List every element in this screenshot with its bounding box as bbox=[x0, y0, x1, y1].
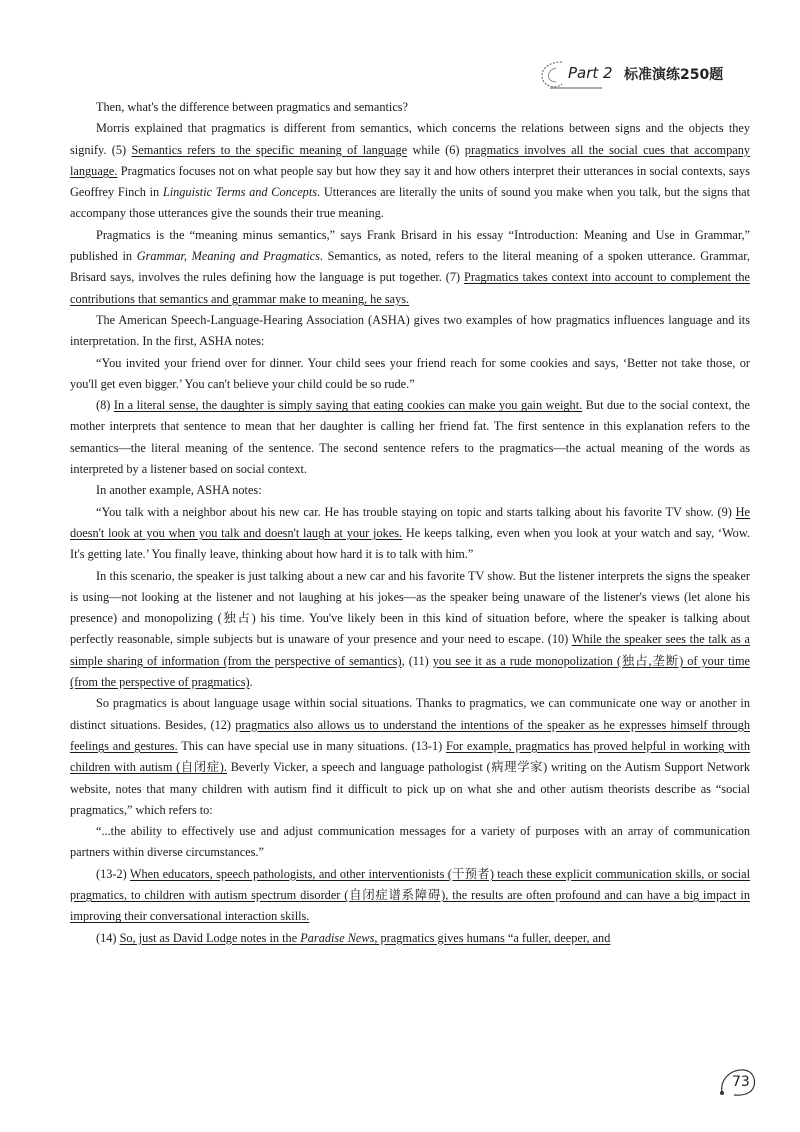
text-run: , (11) bbox=[401, 653, 433, 668]
underlined-sentence: Paradise News bbox=[300, 930, 375, 945]
italic-title: Grammar, Meaning and Pragmatics bbox=[136, 249, 320, 264]
underlined-sentence: , pragmatics gives humans “a fuller, deeper, and bbox=[374, 930, 611, 945]
paragraph bbox=[70, 502, 750, 566]
text-run: But due to the social context, the mother interprets that sentence to mean that her daughter is calling her friend fat. The first sentence in this explanation refers to the semantics—the literal meaning of the sentence. The second sentence refers to the pragmatics—the actual meaning of the words as interpreted by a listener based on social context. bbox=[70, 398, 750, 477]
running-header bbox=[532, 58, 752, 92]
text-run: So pragmatics is about language usage within social situations. Thanks to pragmatics, we can communicate one way or another in distinct situations. Besides, (12) bbox=[70, 696, 750, 732]
underlined-sentence: He doesn't look at you when you talk and doesn't laugh at your jokes. bbox=[70, 504, 750, 540]
underlined-sentence: Pragmatics takes context into account to complement the contributions that semantics and grammar make to meaning, he says. bbox=[70, 270, 750, 306]
text-run: Then, what's the difference between pragmatics and semantics? bbox=[96, 100, 409, 114]
text-run: “You talk with a neighbor about his new car. He has trouble staying on topic and starts talking about his favorite TV show. (9) bbox=[96, 504, 736, 519]
underlined-sentence: pragmatics also allows us to understand the intentions of the speaker as he expresses himself through feelings and gestures. bbox=[70, 717, 750, 753]
text-run: In this scenario, the speaker is just talking about a new car and his favorite TV show. But the listener interprets the signs the speaker is using—not looking at the listener and not laughing at his jokes—as the speaker being unaware of the listener's views (let alone his presence) and monopolizing (独占) his time. You've likely been in this kind of situation before, where the speaker is talking about perfectly reasonable, simple subjects but is unaware of your presence and your need to escape. (10) bbox=[70, 568, 750, 647]
text-run: (8) bbox=[96, 398, 114, 413]
text-run: . bbox=[249, 675, 253, 690]
text-run: . Semantics, as noted, refers to the literal meaning of a spoken utterance. Grammar, Brisard says, involves the rules defining how the language is put together. (7) bbox=[70, 249, 750, 285]
text-run: He keeps talking, even when you look at your watch and say, ‘Wow. It's getting late.’ You finally leave, thinking about how hard it is to talk with him.” bbox=[70, 525, 750, 562]
underlined-sentence: In a literal sense, the daughter is simply saying that eating cookies can make you gain weight. bbox=[113, 398, 583, 413]
page-number: 73 bbox=[732, 1074, 750, 1090]
text-run: “You invited your friend over for dinner. Your child sees your friend reach for some cookies and says, ‘Better not take those, or you'll get even bigger.’ You can't believe your child could be so rude.” bbox=[70, 355, 750, 391]
underlined-sentence: pragmatics involves all the social cues that accompany language. bbox=[70, 142, 751, 178]
text-run: Pragmatics focuses not on what people say but how they say it and how others interpret their utterances in social contexts, says Geoffrey Finch in bbox=[70, 163, 750, 200]
paragraph bbox=[70, 395, 750, 480]
text-run: Pragmatics is the “meaning minus semantics,” says Frank Brisard in his essay “Introduction: Meaning and Use in Grammar,” published in bbox=[70, 227, 750, 264]
paragraph bbox=[70, 928, 750, 949]
text-run: In another example, ASHA notes: bbox=[96, 483, 262, 498]
article-body bbox=[70, 97, 750, 949]
paragraph bbox=[70, 480, 750, 501]
text-run: Morris explained that pragmatics is different from semantics, which concerns the relations between signs and the objects they signify. (5) bbox=[70, 121, 750, 157]
text-run: Beverly Vicker, a speech and language pathologist (病理学家) writing on the Autism Support Network website, notes that many children with autism find it difficult to pick up on what she and other autism theorists describe as “social pragmatics,” which refers to: bbox=[70, 760, 750, 817]
paragraph bbox=[70, 864, 750, 928]
paragraph bbox=[70, 118, 750, 224]
text-run: “...the ability to effectively use and adjust communication messages for a variety of purposes with an array of communication partners within diverse circumstances.” bbox=[70, 824, 750, 860]
text-run: (14) bbox=[96, 930, 120, 945]
paragraph bbox=[70, 821, 750, 864]
underlined-sentence: So, just as David Lodge notes in the bbox=[119, 930, 301, 945]
paragraph bbox=[70, 566, 750, 694]
header-section-title: 标准演练250题 bbox=[624, 67, 724, 83]
paragraph bbox=[70, 353, 750, 396]
text-run: The American Speech-Language-Hearing Association (ASHA) gives two examples of how pragmatics influences language and its interpretation. In the first, ASHA notes: bbox=[70, 312, 750, 349]
paragraph bbox=[70, 693, 750, 821]
paragraph bbox=[70, 225, 750, 310]
text-run: This can have special use in many situations. (13-1) bbox=[177, 738, 447, 753]
underlined-sentence: For example, pragmatics has proved helpful in working with children with autism (自闭症). bbox=[70, 738, 750, 775]
paragraph bbox=[70, 97, 750, 118]
underlined-sentence: When educators, speech pathologists, and other interventionists (干预者) teach these explicit communication skills, or social pragmatics, to children with autism spectrum disorder (自闭症谱系障碍), the results are often profound and can have a big impact in improving their conversational interaction skills. bbox=[70, 866, 750, 924]
underlined-sentence: you see it as a rude monopolization (独占,垄断) of your time (from the perspective of pragmatics) bbox=[70, 653, 750, 690]
text-run: . Utterances are literally the units of sound you make when you talk, but the signs that accompany those utterances give the sounds their true meaning. bbox=[70, 185, 750, 221]
underlined-sentence: While the speaker sees the talk as a simple sharing of information (from the perspective of semantics) bbox=[70, 632, 750, 668]
paragraph bbox=[70, 310, 750, 353]
header-part-label: Part 2 bbox=[568, 64, 613, 82]
text-run: (13-2) bbox=[96, 866, 130, 881]
underlined-sentence: Semantics refers to the specific meaning of language bbox=[131, 142, 408, 157]
text-run: while (6) bbox=[407, 142, 465, 157]
italic-title: Linguistic Terms and Concepts bbox=[162, 185, 318, 200]
